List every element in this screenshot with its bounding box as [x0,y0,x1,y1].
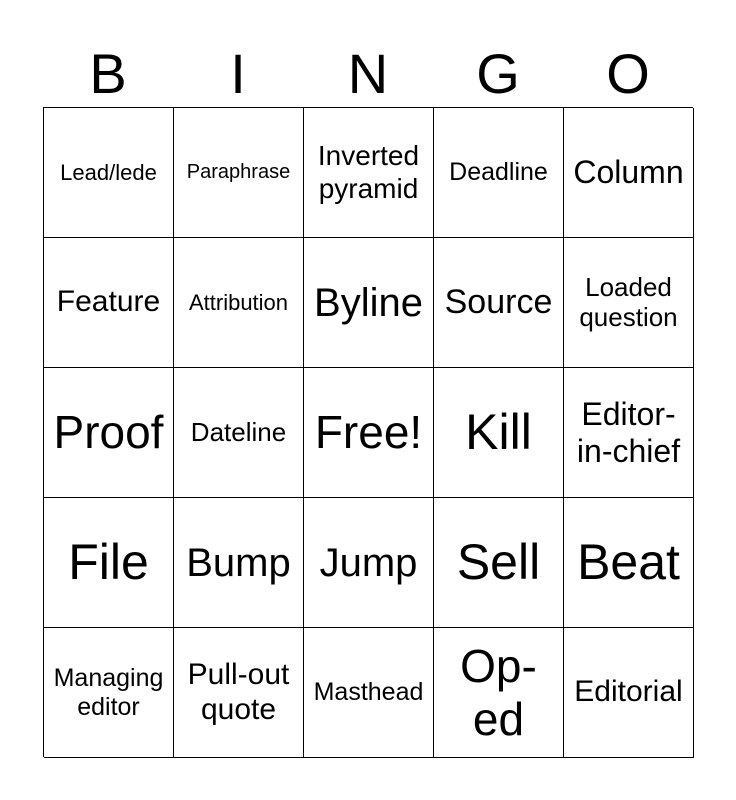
bingo-cell[interactable]: Masthead [304,628,434,758]
bingo-cell free-space[interactable]: Free! [304,368,434,498]
bingo-cell[interactable]: Editorial [564,628,694,758]
bingo-cell[interactable]: Deadline [434,108,564,238]
bingo-cell[interactable]: Column [564,108,694,238]
bingo-cell[interactable]: Jump [304,498,434,628]
bingo-cell[interactable]: Dateline [174,368,304,498]
header-letter-g: G [476,42,520,105]
bingo-cell[interactable]: Beat [564,498,694,628]
bingo-cell[interactable]: Op-ed [434,628,564,758]
bingo-cell[interactable]: Bump [174,498,304,628]
bingo-cell[interactable]: Loaded question [564,238,694,368]
bingo-cell[interactable]: Source [434,238,564,368]
bingo-cell[interactable]: Lead/lede [44,108,174,238]
bingo-cell[interactable]: File [44,498,174,628]
bingo-cell[interactable]: Sell [434,498,564,628]
bingo-cell[interactable]: Feature [44,238,174,368]
header-letter-i: I [230,42,246,105]
bingo-cell[interactable]: Proof [44,368,174,498]
bingo-cell[interactable]: Editor-in-chief [564,368,694,498]
header-letter-o: O [606,42,650,105]
bingo-cell[interactable]: Attribution [174,238,304,368]
header-letter-n: N [347,42,389,105]
bingo-cell[interactable]: Pull-out quote [174,628,304,758]
bingo-cell[interactable]: Inverted pyramid [304,108,434,238]
bingo-cell[interactable]: Paraphrase [174,108,304,238]
bingo-cell[interactable]: Byline [304,238,434,368]
bingo-cell[interactable]: Managing editor [44,628,174,758]
bingo-header [43,40,693,108]
bingo-cell[interactable]: Kill [434,368,564,498]
header-letter-b: B [89,42,127,105]
bingo-board [43,107,693,757]
